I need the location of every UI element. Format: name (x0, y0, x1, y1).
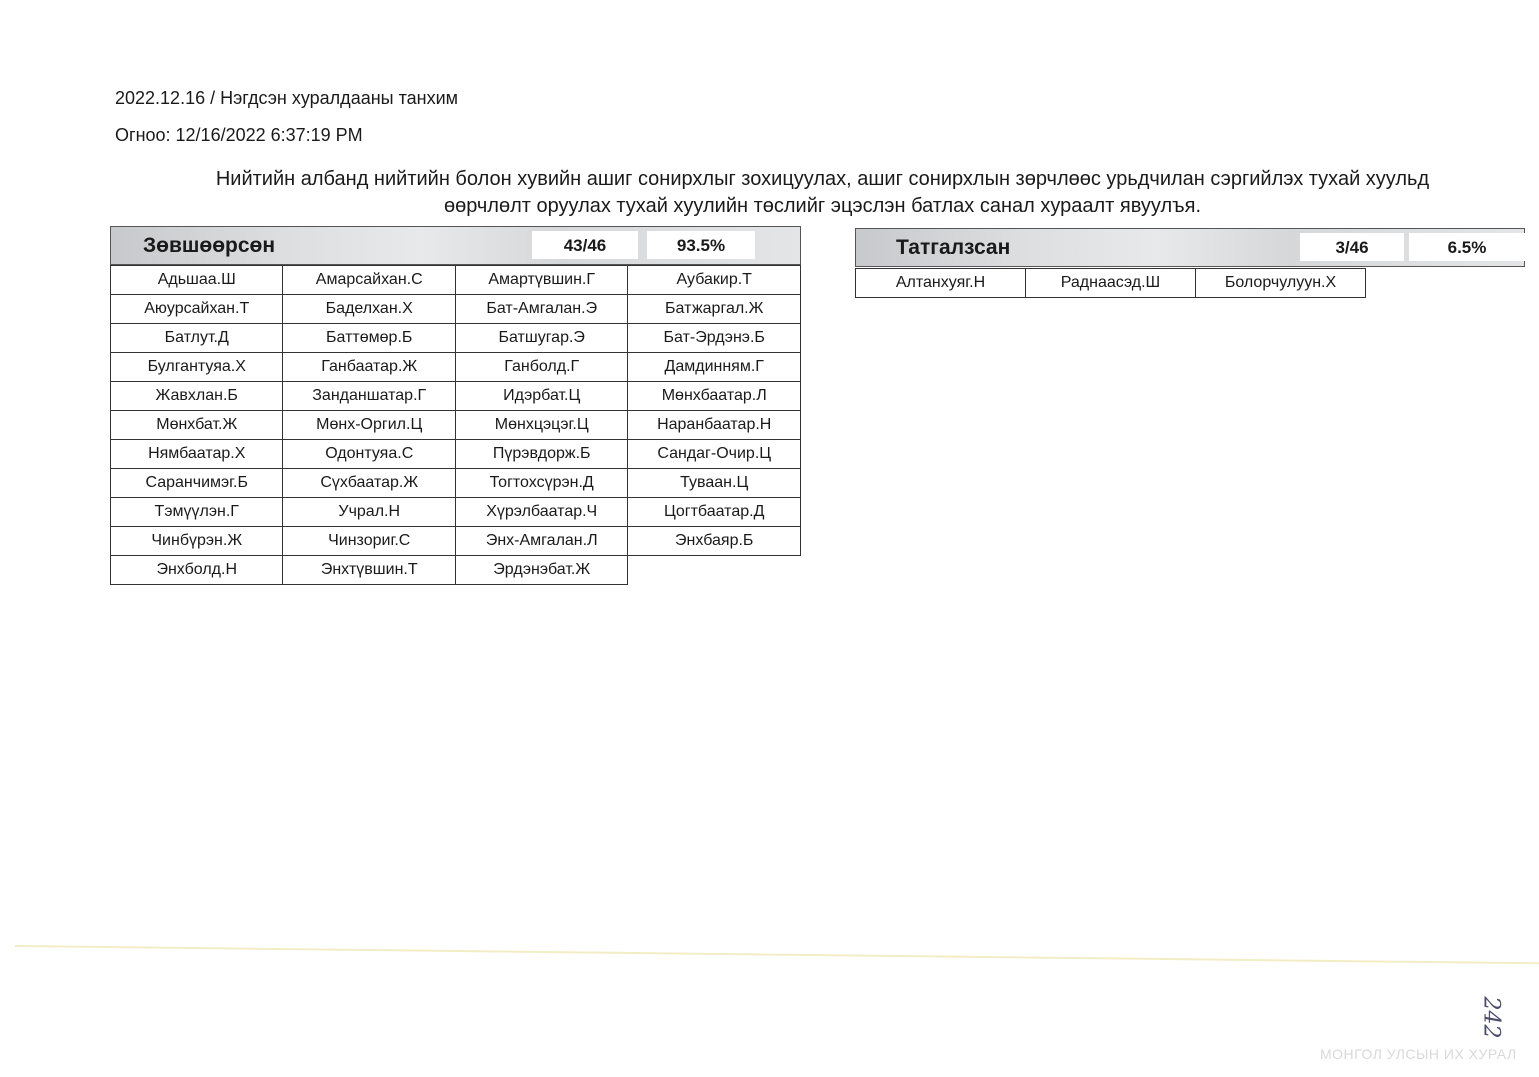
approve-count: 43/46 (532, 231, 638, 259)
member-name: Батшугар.Э (455, 324, 627, 353)
scan-line (15, 945, 1539, 964)
member-name: Батжаргал.Ж (628, 295, 801, 324)
member-name: Ганбаатар.Ж (283, 353, 455, 382)
table-row (111, 382, 801, 411)
member-name: Хүрэлбаатар.Ч (455, 498, 627, 527)
member-name: Жавхлан.Б (111, 382, 283, 411)
member-name: Одонтуяа.С (283, 440, 455, 469)
member-name: Мөнх-Оргил.Ц (283, 411, 455, 440)
member-name: Занданшатар.Г (283, 382, 455, 411)
member-name: Энхбаяр.Б (628, 527, 801, 556)
vote-title-line-1: Нийтийн албанд нийтийн болон хувийн ашиг сонирхлыг зохицуулах, ашиг сонирхлын зөрчлөөс урьдчилан сэргийлэх тухай хуульд (215, 168, 1430, 190)
member-name: Эрдэнэбат.Ж (455, 556, 627, 585)
reject-table (855, 268, 1366, 298)
parliament-stamp: МОНГОЛ УЛСЫН ИХ ХУРАЛ (1320, 1046, 1517, 1062)
member-name: Ганболд.Г (455, 353, 627, 382)
member-name: Наранбаатар.Н (628, 411, 801, 440)
reject-header (855, 228, 1525, 267)
session-info: 2022.12.16 / Нэгдсэн хуралдааны танхим (115, 88, 459, 108)
member-name: Учрал.Н (283, 498, 455, 527)
reject-label: Татгалзсан (896, 236, 1011, 259)
member-name: Бат-Амгалан.Э (455, 295, 627, 324)
table-row (111, 295, 801, 324)
table-row (111, 266, 801, 295)
member-name: Сандаг-Очир.Ц (628, 440, 801, 469)
vote-datetime: Огноо: 12/16/2022 6:37:19 PM (115, 125, 363, 145)
member-name: Баделхан.Х (283, 295, 455, 324)
member-name: Энхтүвшин.Т (283, 556, 455, 585)
member-name: Дамдинням.Г (628, 353, 801, 382)
member-name: Саранчимэг.Б (111, 469, 283, 498)
table-row (111, 469, 801, 498)
member-name: Энхболд.Н (111, 556, 283, 585)
table-row (111, 498, 801, 527)
approve-percent: 93.5% (647, 231, 755, 259)
member-name: Туваан.Ц (628, 469, 801, 498)
member-name: Адьшаа.Ш (111, 266, 283, 295)
reject-percent: 6.5% (1409, 233, 1525, 261)
reject-panel (855, 228, 1525, 298)
member-name: Тэмүүлэн.Г (111, 498, 283, 527)
vote-title (140, 166, 1505, 220)
member-name: Аубакир.Т (628, 266, 801, 295)
member-name: Нямбаатар.Х (111, 440, 283, 469)
table-row (111, 411, 801, 440)
member-name: Чинзориг.С (283, 527, 455, 556)
approve-header (110, 226, 801, 265)
member-name: Амартүвшин.Г (455, 266, 627, 295)
member-name: Болорчулуун.Х (1196, 269, 1366, 298)
member-name: Мөнхбаатар.Л (628, 382, 801, 411)
member-name: Аюурсайхан.Т (111, 295, 283, 324)
table-row (111, 324, 801, 353)
approve-table (110, 265, 801, 585)
empty-cell (628, 556, 801, 585)
member-name: Баттөмөр.Б (283, 324, 455, 353)
member-name: Бат-Эрдэнэ.Б (628, 324, 801, 353)
table-row (856, 269, 1366, 298)
member-name: Энх-Амгалан.Л (455, 527, 627, 556)
reject-count: 3/46 (1300, 233, 1404, 261)
member-name: Батлут.Д (111, 324, 283, 353)
member-name: Алтанхуяг.Н (856, 269, 1026, 298)
member-name: Булгантуяа.Х (111, 353, 283, 382)
handwritten-page-number: 242 (1478, 996, 1504, 1039)
member-name: Мөнхцэцэг.Ц (455, 411, 627, 440)
member-name: Чинбүрэн.Ж (111, 527, 283, 556)
member-name: Цогтбаатар.Д (628, 498, 801, 527)
member-name: Мөнхбат.Ж (111, 411, 283, 440)
vote-title-line-2: өөрчлөлт оруулах тухай хуулийн төслийг эцэслэн батлах санал хураалт явуулъя. (443, 195, 1202, 217)
table-row (111, 556, 801, 585)
table-row (111, 527, 801, 556)
member-name: Идэрбат.Ц (455, 382, 627, 411)
member-name: Раднаасэд.Ш (1026, 269, 1196, 298)
table-row (111, 353, 801, 382)
member-name: Сүхбаатар.Ж (283, 469, 455, 498)
member-name: Амарсайхан.С (283, 266, 455, 295)
approve-label: Зөвшөөрсөн (143, 234, 276, 257)
approve-panel (110, 226, 801, 585)
member-name: Тогтохсүрэн.Д (455, 469, 627, 498)
member-name: Пүрэвдорж.Б (455, 440, 627, 469)
table-row (111, 440, 801, 469)
